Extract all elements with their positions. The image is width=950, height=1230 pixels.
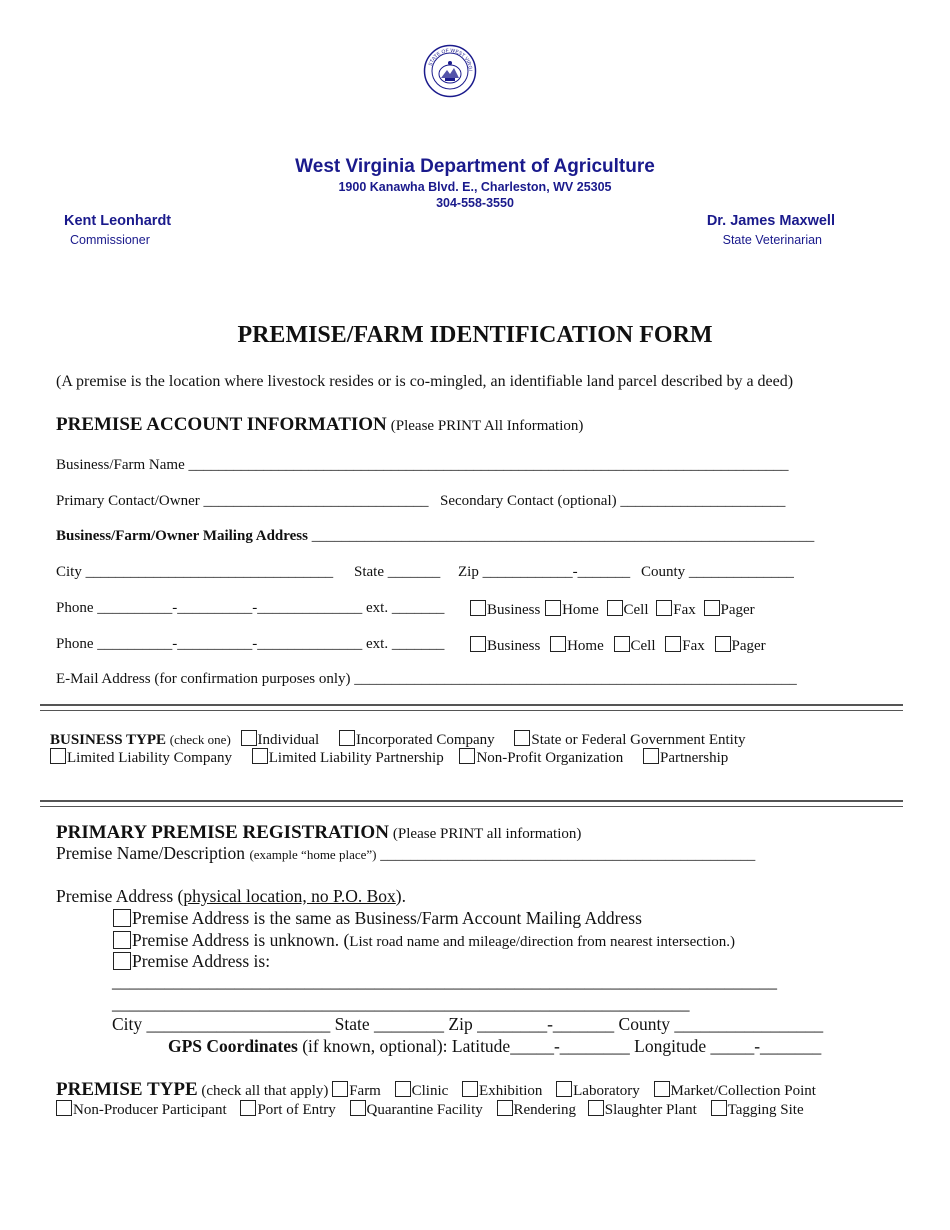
premise-type-rendering[interactable]: Rendering (497, 1102, 576, 1118)
premise-type-exhibition[interactable]: Exhibition (462, 1083, 542, 1099)
checkbox[interactable] (550, 636, 566, 652)
phone-2-home-option[interactable]: Home (550, 638, 604, 654)
premise-type-quarantine[interactable]: Quarantine Facility (350, 1102, 483, 1118)
business-type-note: (check one) (169, 732, 231, 747)
premise-type-farm[interactable]: Farm (332, 1083, 381, 1099)
premise-name-example: (example “home place”) (249, 847, 377, 862)
checkbox[interactable] (715, 636, 731, 652)
registration-heading: PRIMARY PREMISE REGISTRATION (56, 822, 389, 843)
phone-1-business-option[interactable]: Business (470, 602, 540, 618)
registration-section-heading (56, 822, 581, 844)
premise-address-line-2[interactable]: __________________________________________________________________ (112, 993, 690, 1013)
checkbox[interactable] (545, 600, 561, 616)
physical-location-note: physical location, no P.O. Box (183, 886, 396, 906)
business-type-partnership[interactable]: Partnership (643, 750, 728, 766)
premise-type-clinic[interactable]: Clinic (395, 1083, 449, 1099)
phone-1-cell-option[interactable]: Cell (607, 602, 649, 618)
premise-type-market[interactable]: Market/Collection Point (654, 1083, 816, 1099)
phone-1-fax-option[interactable]: Fax (656, 602, 696, 618)
secondary-contact-field[interactable]: Secondary Contact (optional) ______________________ (440, 493, 786, 509)
veterinarian-name: Dr. James Maxwell (706, 213, 835, 229)
checkbox[interactable] (339, 730, 355, 746)
business-type-incorporated[interactable]: Incorporated Company (339, 732, 495, 748)
premise-type-laboratory[interactable]: Laboratory (556, 1083, 640, 1099)
business-type-individual[interactable]: Individual (241, 732, 320, 748)
veterinarian-title: State Veterinarian (722, 233, 822, 247)
city-field[interactable]: City _________________________________ (56, 564, 334, 580)
premise-type-note: (check all that apply) (201, 1083, 329, 1099)
phone-1-home-option[interactable]: Home (545, 602, 599, 618)
premise-address-same-option[interactable]: Premise Address is the same as Business/Farm Account Mailing Address (113, 908, 642, 929)
agency-phone: 304-558-3550 (436, 196, 514, 210)
phone-2-types (470, 636, 778, 655)
mailing-address-field[interactable] (56, 528, 814, 545)
business-type-llp[interactable]: Limited Liability Partnership (252, 750, 444, 766)
phone-2-pager-option[interactable]: Pager (715, 638, 766, 654)
phone-2-fax-option[interactable]: Fax (665, 638, 705, 654)
business-name-field[interactable]: Business/Farm Name ________________________________________________________________________________ (56, 457, 789, 473)
checkbox[interactable] (711, 1100, 727, 1116)
premise-type-slaughter-plant[interactable]: Slaughter Plant (588, 1102, 697, 1118)
checkbox[interactable] (395, 1081, 411, 1097)
checkbox[interactable] (665, 636, 681, 652)
premise-name-label: Premise Name/Description (56, 843, 246, 863)
account-heading-note: (Please PRINT All Information) (390, 418, 584, 434)
email-field[interactable]: E-Mail Address (for confirmation purposes only) ___________________________________________________________ (56, 671, 797, 687)
business-type-row-1 (50, 730, 758, 749)
svg-text:STATE OF WEST VIRGINIA: STATE OF WEST VIRGI (427, 47, 474, 72)
state-field[interactable]: State _______ (354, 564, 441, 580)
section-divider (40, 800, 903, 807)
premise-type-heading: PREMISE TYPE (56, 1079, 198, 1100)
checkbox[interactable] (654, 1081, 670, 1097)
phone-1-field[interactable]: Phone __________-__________-______________ ext. _______ (56, 600, 445, 616)
premise-definition: (A premise is the location where livestock resides or is co-mingled, an identifiable land parcel described by a deed) (56, 373, 794, 390)
checkbox[interactable] (556, 1081, 572, 1097)
checkbox[interactable] (113, 909, 131, 927)
checkbox[interactable] (241, 730, 257, 746)
gps-coordinates-field[interactable]: GPS Coordinates (if known, optional): Latitude_____-________ Longitude _____-_______ (168, 1036, 822, 1056)
business-type-heading: BUSINESS TYPE (50, 732, 167, 748)
premise-type-row-1 (56, 1079, 828, 1101)
agency-name: West Virginia Department of Agriculture (295, 156, 655, 177)
agency-address: 1900 Kanawha Blvd. E., Charleston, WV 25305 (338, 180, 612, 194)
checkbox[interactable] (470, 600, 486, 616)
premise-address-line-1[interactable]: ____________________________________________________________________________ (112, 971, 777, 991)
commissioner-name: Kent Leonhardt (64, 213, 172, 229)
checkbox[interactable] (656, 600, 672, 616)
checkbox[interactable] (462, 1081, 478, 1097)
registration-heading-note: (Please PRINT all information) (392, 826, 582, 842)
business-type-nonprofit[interactable]: Non-Profit Organization (459, 750, 623, 766)
premise-name-field[interactable] (56, 843, 755, 864)
premise-address-is-option[interactable]: Premise Address is: (113, 951, 270, 972)
phone-2-field[interactable]: Phone __________-__________-______________ ext. _______ (56, 636, 445, 652)
checkbox[interactable] (50, 748, 66, 764)
checkbox[interactable] (614, 636, 630, 652)
checkbox[interactable] (459, 748, 475, 764)
premise-type-row-2 (56, 1100, 816, 1119)
account-section-heading (56, 414, 583, 436)
phone-1-pager-option[interactable]: Pager (704, 602, 755, 618)
state-seal-logo (423, 44, 477, 98)
premise-address-unknown-option[interactable]: Premise Address is unknown. (List road name and mileage/direction from nearest intersection.) (113, 930, 735, 951)
checkbox[interactable] (240, 1100, 256, 1116)
premise-type-non-producer[interactable]: Non-Producer Participant (56, 1102, 227, 1118)
phone-1-types (470, 600, 767, 619)
premise-address-label: Premise Address (physical location, no P.O. Box). (56, 886, 406, 906)
form-title: PREMISE/FARM IDENTIFICATION FORM (237, 322, 713, 348)
premise-type-port-of-entry[interactable]: Port of Entry (240, 1102, 335, 1118)
checkbox[interactable] (113, 952, 131, 970)
mailing-address-line[interactable]: ___________________________________________________________________ (307, 528, 815, 544)
checkbox[interactable] (113, 931, 131, 949)
checkbox[interactable] (607, 600, 623, 616)
business-type-llc[interactable]: Limited Liability Company (50, 750, 232, 766)
business-type-government[interactable]: State or Federal Government Entity (514, 732, 745, 748)
checkbox[interactable] (56, 1100, 72, 1116)
commissioner-title: Commissioner (70, 233, 150, 247)
checkbox[interactable] (643, 748, 659, 764)
checkbox[interactable] (252, 748, 268, 764)
checkbox[interactable] (514, 730, 530, 746)
primary-contact-field[interactable]: Primary Contact/Owner ______________________________ (56, 493, 429, 509)
gps-label: GPS Coordinates (168, 1036, 298, 1056)
county-field[interactable]: County ______________ (641, 564, 794, 580)
checkbox[interactable] (704, 600, 720, 616)
checkbox[interactable] (588, 1100, 604, 1116)
zip-field[interactable]: Zip ____________-_______ (458, 564, 631, 580)
premise-name-line[interactable]: __________________________________________________ (376, 847, 756, 863)
phone-2-cell-option[interactable]: Cell (614, 638, 656, 654)
premise-type-tagging-site[interactable]: Tagging Site (711, 1102, 804, 1118)
checkbox[interactable] (497, 1100, 513, 1116)
section-divider (40, 704, 903, 711)
premise-city-state-zip-county[interactable]: City _____________________ State ________ Zip ________-_______ County _________________ (112, 1014, 824, 1034)
account-heading: PREMISE ACCOUNT INFORMATION (56, 414, 387, 435)
checkbox[interactable] (332, 1081, 348, 1097)
business-type-row-2 (50, 748, 740, 767)
checkbox[interactable] (470, 636, 486, 652)
phone-2-business-option[interactable]: Business (470, 638, 540, 654)
checkbox[interactable] (350, 1100, 366, 1116)
mailing-address-label: Business/Farm/Owner Mailing Address (56, 528, 308, 544)
